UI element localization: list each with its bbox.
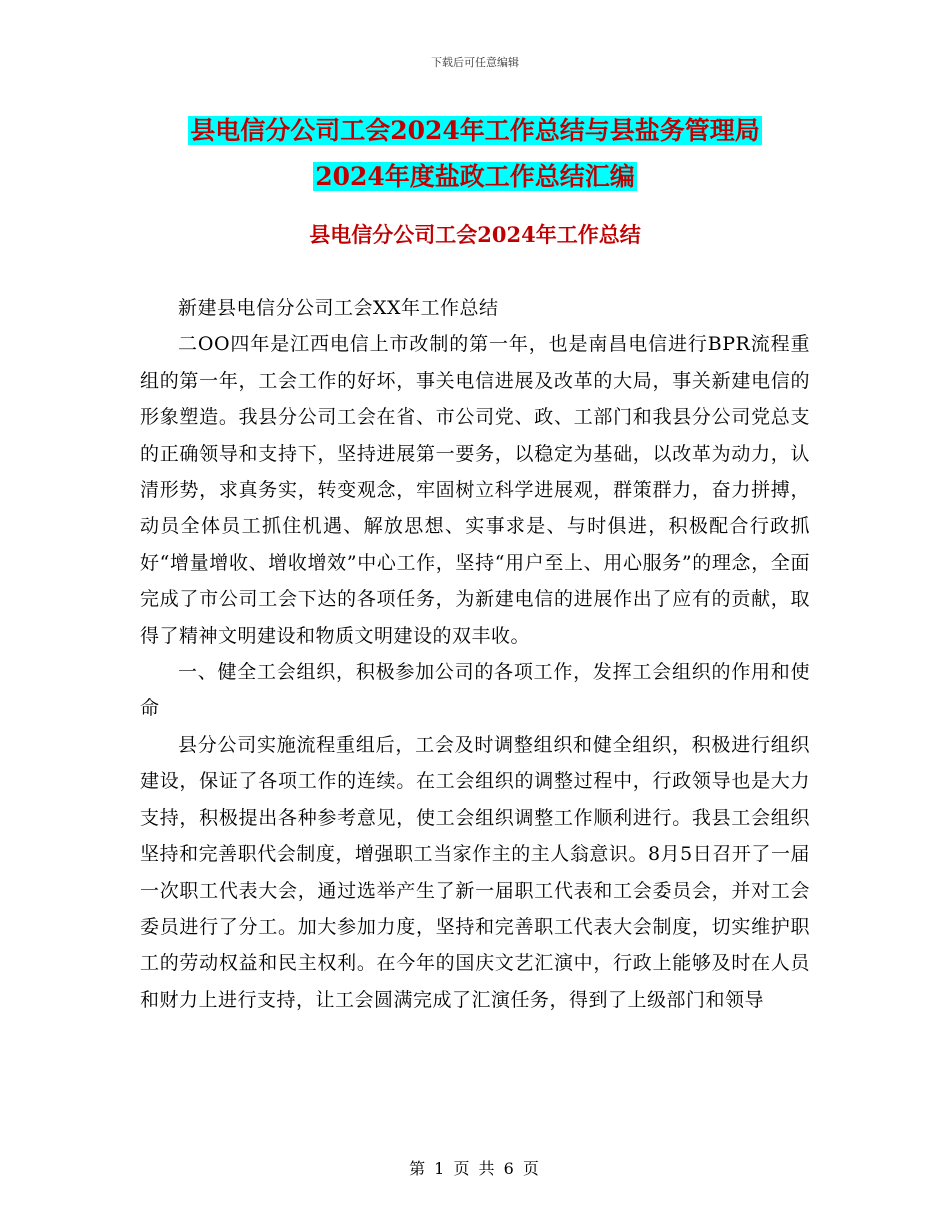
document-title (140, 108, 810, 200)
section-title: 县电信分公司工会2024年工作总结 (309, 222, 641, 247)
page-number-footer: 第 1 页 共 6 页 (409, 1159, 541, 1178)
document-body (140, 290, 810, 1018)
paragraph: 新建县电信分公司工会XX年工作总结 (178, 297, 499, 319)
paragraph: 县分公司实施流程重组后，工会及时调整组织和健全组织，积极进行组织建设，保证了各项工作的连续。在工会组织的调整过程中，行政领导也是大力支持，积极提出各种参考意见，使工会组织调整工作顺利进行。我县工会组织坚持和完善职代会制度，增强职工当家作主的主人翁意识。8月5日召开了一届一次职工代表大会，通过选举产生了新一届职工代表和工会委员会，并对工会委员进行了分工。加大参加力度，坚持和完善职工代表大会制度，切实维护职工的劳动权益和民主权利。在今年的国庆文艺汇演中，行政上能够及时在人员和财力上进行支持，让工会圆满完成了汇演任务，得到了上级部门和领导 (140, 733, 810, 1011)
document-title-line-1: 县电信分公司工会2024年工作总结与县盐务管理局 (190, 116, 760, 145)
paragraph: 一、健全工会组织，积极参加公司的各项工作，发挥工会组织的作用和使命 (140, 661, 810, 720)
document-title-line-2: 2024年度盐政工作总结汇编 (315, 162, 635, 191)
header-note: 下载后可任意编辑 (431, 56, 519, 69)
paragraph: 二OO四年是江西电信上市改制的第一年，也是南昌电信进行BPR流程重组的第一年，工会工作的好坏，事关电信进展及改革的大局，事关新建电信的形象塑造。我县分公司工会在省、市公司党、政、工部门和我县分公司党总支的正确领导和支持下，坚持进展第一要务，以稳定为基础，以改革为动力，认清形势，求真务实，转变观念，牢固树立科学进展观，群策群力，奋力拼搏，动员全体员工抓住机遇、解放思想、实事求是、与时俱进，积极配合行政抓好“增量增收、增收增效”中心工作，坚持“用户至上、用心服务”的理念，全面完成了市公司工会下达的各项任务，为新建电信的进展作出了应有的贡献，取得了精神文明建设和物质文明建设的双丰收。 (140, 333, 810, 647)
